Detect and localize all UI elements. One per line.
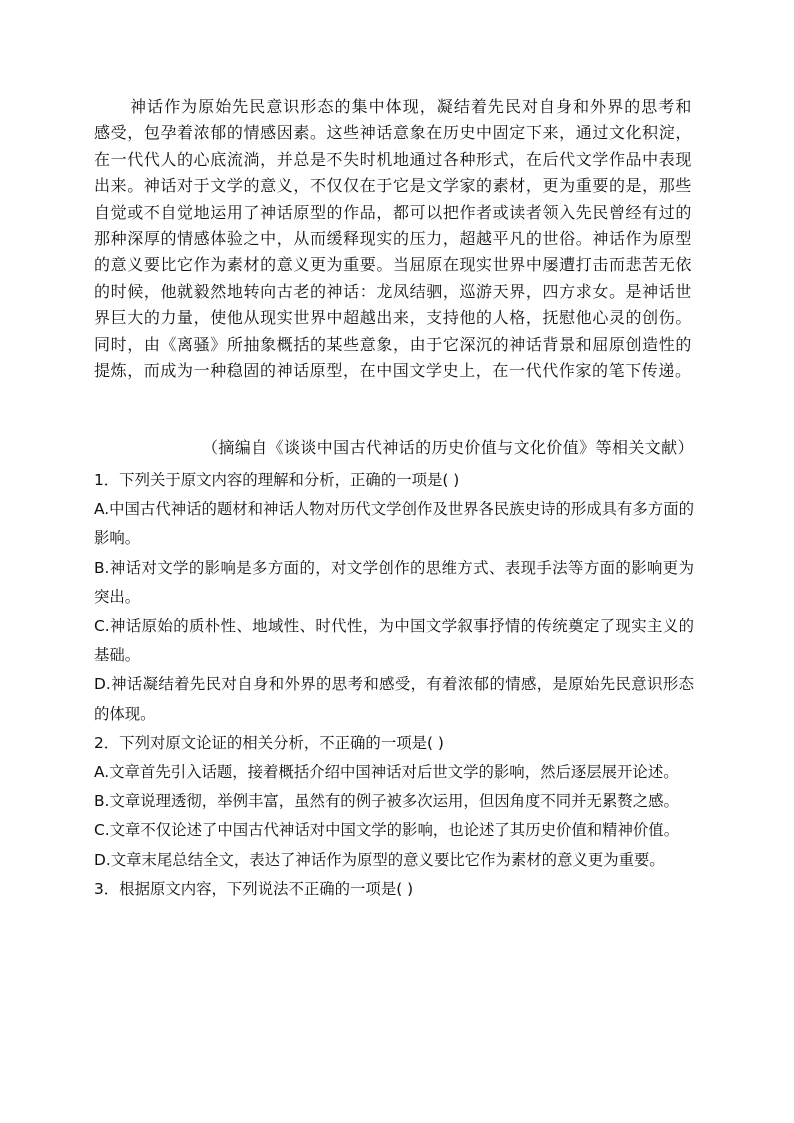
question-stem: 2．下列对原文论证的相关分析，不正确的一项是( ) — [94, 733, 444, 752]
question-list — [94, 466, 694, 904]
option-a: A.中国古代神话的题材和神话人物对历代文学创作及世界各民族史诗的形成具有多方面的影响。 — [94, 500, 694, 548]
option-a: A.文章首先引入话题，接着概括介绍中国神话对后世文学的影响，然后逐层展开论述。 — [94, 763, 679, 782]
passage-source-citation: （摘编自《谈谈中国古代神话的历史价值与文化价值》等相关文献） — [201, 438, 694, 457]
option-c: C.神话原始的质朴性、地域性、时代性，为中国文学叙事抒情的传统奠定了现实主义的基础。 — [94, 617, 694, 665]
passage-paragraph: 神话作为原始先民意识形态的集中体现，凝结着先民对自身和外界的思考和感受，包孕着浓郁的情感因素。这些神话意象在历史中固定下来，通过文化积淀，在一代代人的心底流淌，并总是不失时机地通过各种形式，在后代文学作品中表现出来。神话对于文学的意义，不仅仅在于它是文学家的素材，更为重要的是，那些自觉或不自觉地运用了神话原型的作品，都可以把作者或读者领入先民曾经有过的那种深厚的情感体验之中，从而缓释现实的压力，超越平凡的世俗。神话作为原型的意义要比它作为素材的意义更为重要。当屈原在现实世界中屡遭打击而悲苦无依的时候，他就毅然地转向古老的神话：龙凤结驷，巡游天界，四方求女。是神话世界巨大的力量，使他从现实世界中超越出来，支持他的人格，抚慰他心灵的创伤。同时，由《离骚》所抽象概括的某些意象，由于它深沉的神话背景和屈原创造性的提炼，而成为一种稳固的神话原型，在中国文学史上，在一代代作家的笔下传递。 — [94, 97, 692, 381]
option-d: D.文章末尾总结全文，表达了神话作为原型的意义要比它作为素材的意义更为重要。 — [94, 850, 665, 869]
question-1 — [94, 466, 694, 729]
option-c: C.文章不仅论述了中国古代神话对中国文学的影响，也论述了其历史价值和精神价值。 — [94, 821, 680, 840]
question-3 — [94, 875, 694, 904]
question-stem: 1．下列关于原文内容的理解和分析，正确的一项是( ) — [94, 471, 460, 489]
option-b: B.文章说理透彻，举例丰富，虽然有的例子被多次运用，但因角度不同并无累赘之感。 — [94, 792, 679, 811]
question-2 — [94, 729, 694, 875]
option-b: B.神话对文学的影响是多方面的，对文学创作的思维方式、表现手法等方面的影响更为突出。 — [94, 558, 694, 606]
question-stem: 3．根据原文内容，下列说法不正确的一项是( ) — [94, 879, 414, 898]
option-d: D.神话凝结着先民对自身和外界的思考和感受，有着浓郁的情感，是原始先民意识形态的体现。 — [94, 675, 694, 723]
